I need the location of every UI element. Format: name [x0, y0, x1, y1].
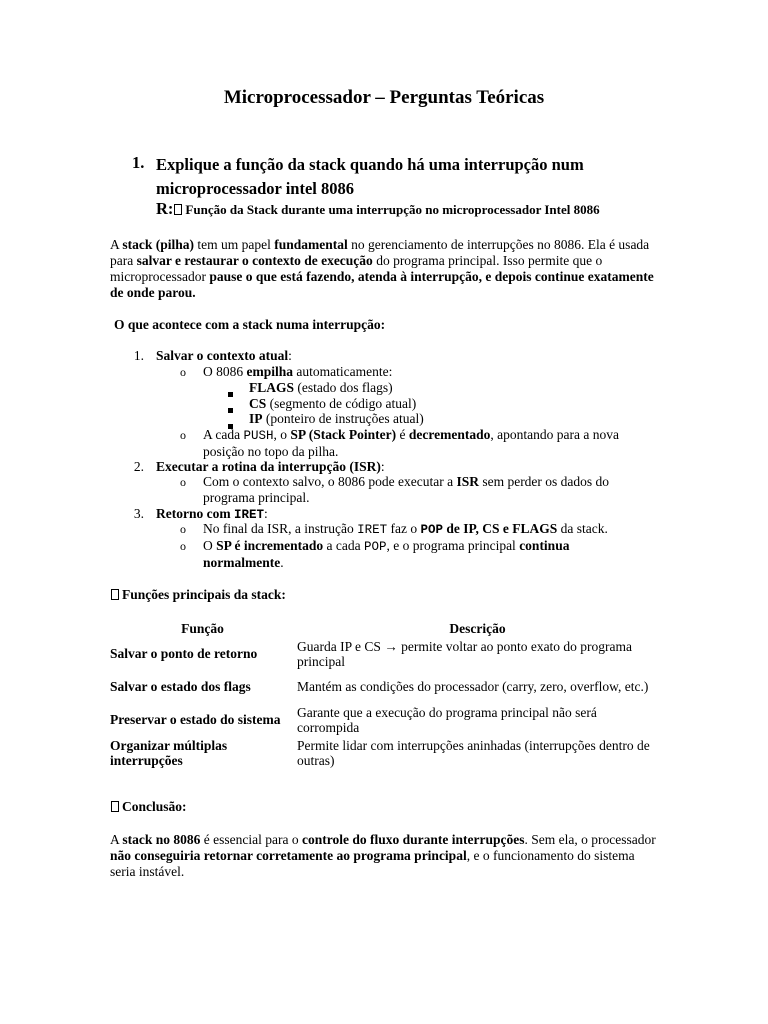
answer-heading: Função da Stack durante uma interrupção no microprocessador Intel 8086 [185, 202, 600, 217]
square-bullet [228, 401, 233, 417]
table-cell-funcao: Salvar o estado dos flags [110, 679, 251, 694]
step-1-sub-1: O 8086 empilha automaticamente: [203, 364, 393, 379]
table-cell-funcao: Organizar múltiplas interrupções [110, 737, 228, 768]
square-bullet [228, 385, 233, 401]
functions-heading-line [110, 587, 286, 603]
table-row [110, 637, 660, 670]
step-3-sub-1: No final da ISR, a instrução IRET faz o POP de IP, CS e FLAGS da stack. [203, 521, 608, 537]
reg-ip: IP (ponteiro de instruções atual) [249, 411, 424, 426]
conclusion-heading-line [110, 799, 187, 815]
table-cell-funcao: Salvar o ponto de retorno [110, 646, 258, 661]
answer-label: R: [156, 199, 174, 218]
section-heading: O que acontece com a stack numa interrupção: [114, 317, 386, 332]
sub-bullet: o [180, 539, 186, 553]
sub-bullet: o [180, 475, 186, 489]
step-1-number: 1. [133, 348, 144, 363]
functions-table [110, 619, 660, 769]
answer-heading-line [156, 199, 600, 219]
step-2-title: Executar a rotina da interrupção (ISR): [156, 459, 385, 474]
conclusion-paragraph: A stack no 8086 é essencial para o controle do fluxo durante interrupções. Sem ela, o processador não conseguiria retornar corretamente ao programa principal, e o funcionamento do sistema seria instável. [110, 832, 656, 879]
table-cell-descricao: Garante que a execução do programa principal não será corrompida [297, 704, 597, 735]
table-header: Descrição [449, 621, 506, 636]
table-cell-descricao: Mantém as condições do processador (carry, zero, overflow, etc.) [297, 679, 649, 694]
sub-bullet: o [180, 365, 186, 379]
reg-cs: CS (segmento de código atual) [249, 396, 417, 411]
step-3-title: Retorno com IRET: [156, 506, 268, 522]
table-row [110, 736, 660, 769]
sub-bullet: o [180, 522, 186, 536]
functions-heading: Funções principais da stack: [122, 587, 286, 602]
step-1-title: Salvar o contexto atual: [156, 348, 292, 363]
step-2-sub-1: Com o contexto salvo, o 8086 pode executar a ISR sem perder os dados do programa principal. [203, 474, 610, 505]
page-title: Microprocessador – Perguntas Teóricas [223, 87, 545, 108]
step-2-number: 2. [133, 459, 144, 474]
question-text: Explique a função da stack quando há uma interrupção num microprocessador intel 8086 [156, 155, 584, 198]
table-row [110, 703, 660, 736]
missing-glyph-icon [111, 801, 119, 812]
sub-bullet: o [180, 428, 186, 442]
table-cell-funcao: Preservar o estado do sistema [110, 712, 281, 727]
table-cell-descricao: Guarda IP e CS → permite voltar ao ponto exato do programa principal [297, 638, 633, 669]
step-1-sub-2: A cada PUSH, o SP (Stack Pointer) é decrementado, apontando para a nova posição no topo da pilha. [203, 427, 619, 459]
table-cell-descricao: Permite lidar com interrupções aninhadas (interrupções dentro de outras) [297, 737, 650, 768]
intro-paragraph: A stack (pilha) tem um papel fundamental no gerenciamento de interrupções no 8086. Ela é usada para salvar e restaurar o contexto de execução do programa principal. Isso permite que o microprocessador pause o que está fazendo, atenda à interrupção, e depois continue exatamente de onde parou. [110, 237, 654, 300]
conclusion-heading: Conclusão: [122, 799, 187, 814]
missing-glyph-icon [174, 204, 182, 215]
table-row [110, 670, 660, 703]
step-3-sub-2: O SP é incrementado a cada POP, e o programa principal continua normalmente. [203, 538, 570, 570]
question-number: 1. [132, 153, 145, 172]
table-header: Função [181, 621, 224, 636]
reg-flags: FLAGS (estado dos flags) [249, 380, 393, 395]
step-3-number: 3. [133, 506, 144, 521]
missing-glyph-icon [111, 589, 119, 600]
